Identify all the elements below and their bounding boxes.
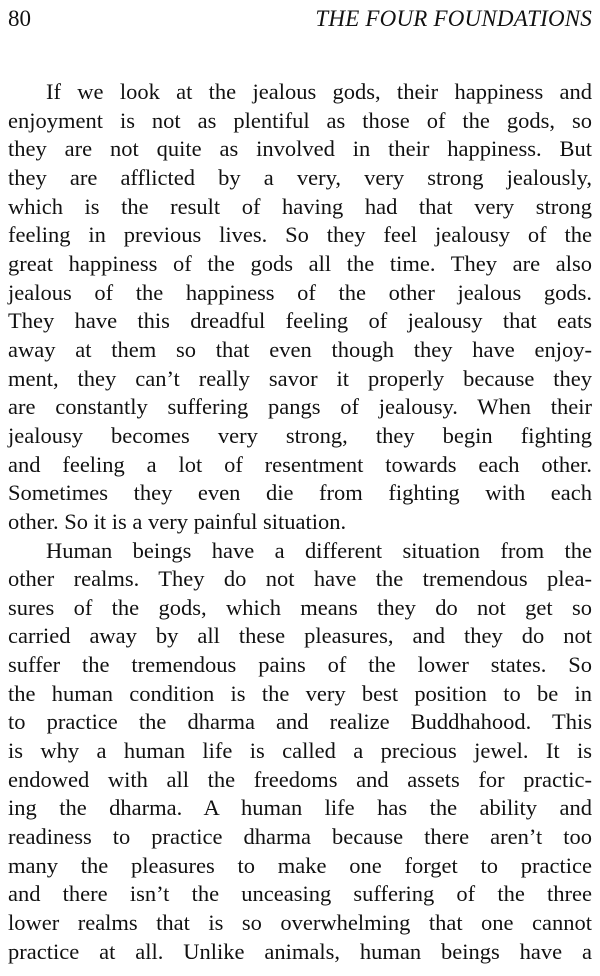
text-line: great happiness of the gods all the time. They are also [8, 250, 592, 276]
text-line: practice at all. Unlike animals, human beings have a [8, 938, 592, 964]
text-line: they are not quite as involved in their happiness. But [8, 136, 592, 162]
text-line: other realms. They do not have the tremendous plea- [8, 566, 592, 592]
page-number: 80 [8, 6, 31, 31]
text-line: which is the result of having had that very strong [8, 193, 592, 219]
text-line: and there isn’t the unceasing suffering of the three [8, 881, 592, 907]
running-head [8, 4, 592, 34]
text-line: jealous of the happiness of the other jealous gods. [8, 279, 592, 305]
text-line: away at them so that even though they have enjoy- [8, 336, 592, 362]
text-line: they are afflicted by a very, very strong jealously, [8, 164, 592, 190]
text-line: endowed with all the freedoms and assets for practic- [8, 766, 592, 792]
text-line: Sometimes they even die from fighting with each [8, 480, 592, 506]
text-line: other. So it is a very painful situation. [8, 508, 347, 534]
paragraph-human-beings [8, 537, 592, 967]
text-line: is why a human life is called a precious jewel. It is [8, 738, 592, 764]
text-line: to practice the dharma and realize Buddhahood. This [8, 709, 592, 735]
text-line: Human beings have a different situation from the [46, 537, 592, 563]
text-line: lower realms that is so overwhelming that one cannot [8, 910, 592, 936]
text-line: readiness to practice dharma because there aren’t too [8, 824, 592, 850]
text-line: carried away by all these pleasures, and they do not [8, 623, 592, 649]
text-line: They have this dreadful feeling of jealousy that eats [8, 308, 592, 334]
text-line: the human condition is the very best position to be in [8, 680, 592, 706]
text-line: ment, they can’t really savor it properly because they [8, 365, 592, 391]
text-line: feeling in previous lives. So they feel jealousy of the [8, 222, 592, 248]
text-line: are constantly suffering pangs of jealousy. When their [8, 394, 592, 420]
text-line: enjoyment is not as plentiful as those of the gods, so [8, 107, 592, 133]
text-line: many the pleasures to make one forget to practice [8, 852, 592, 878]
text-line: ing the dharma. A human life has the ability and [8, 795, 592, 821]
text-line: jealousy becomes very strong, they begin fighting [8, 422, 592, 448]
paragraph-jealous-gods [8, 78, 592, 537]
text-line: and feeling a lot of resentment towards each other. [8, 451, 592, 477]
body-text [8, 78, 592, 966]
text-line: sures of the gods, which means they do not get so [8, 594, 592, 620]
text-line: suffer the tremendous pains of the lower states. So [8, 652, 592, 678]
running-title: THE FOUR FOUNDATIONS [315, 6, 592, 31]
text-line: If we look at the jealous gods, their happiness and [46, 79, 592, 104]
